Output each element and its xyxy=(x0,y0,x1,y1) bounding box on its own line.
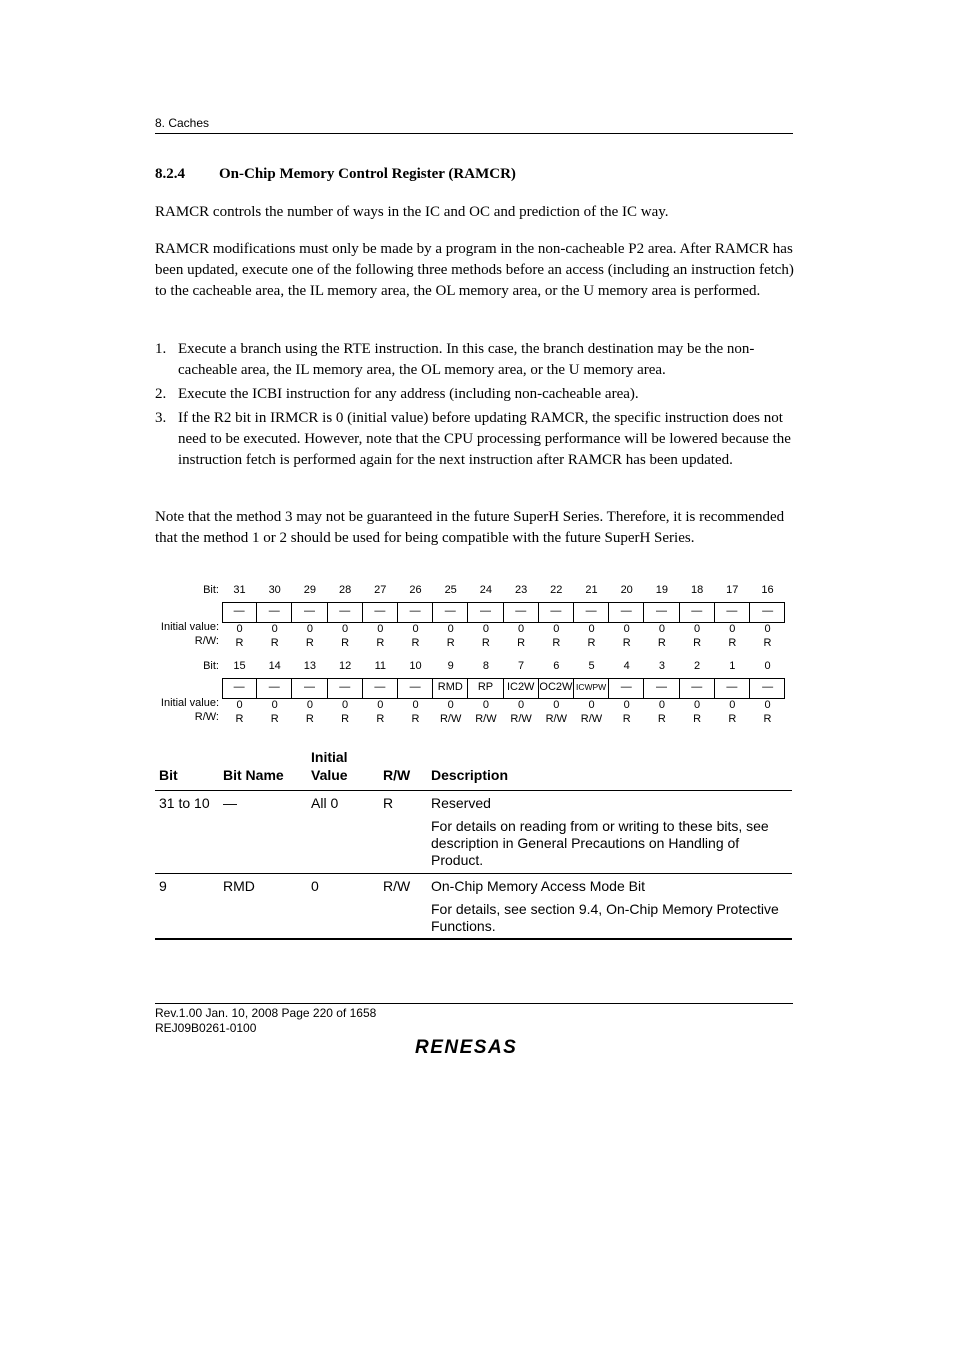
intro-paragraph: RAMCR controls the number of ways in the IC and OC and prediction of the IC way. xyxy=(155,204,669,220)
rw-value: R xyxy=(693,713,702,725)
bit-number: 16 xyxy=(761,584,774,596)
bit-number: 18 xyxy=(690,584,704,596)
bit-field: — xyxy=(715,678,750,699)
bit-field: OC2W xyxy=(539,678,574,699)
bit-number: 31 xyxy=(233,584,246,596)
bit-number: 9 xyxy=(447,660,454,672)
footer-docnum: REJ09B0261-0100 xyxy=(155,1021,257,1035)
section-number: 8.2.4 xyxy=(155,166,185,182)
bit-number: 10 xyxy=(409,660,422,672)
list-text: Execute the ICBI instruction for any address (including non-cacheable area). xyxy=(178,386,639,402)
bit-field: — xyxy=(539,602,574,623)
bit-number: 20 xyxy=(620,584,633,596)
bit-field: — xyxy=(292,678,327,699)
list-number: 3. xyxy=(155,410,167,426)
cell-description xyxy=(431,878,786,941)
bit-field: — xyxy=(504,602,539,623)
bit-field: — xyxy=(644,678,679,699)
bit-number: 19 xyxy=(655,584,669,596)
methods-list xyxy=(155,339,795,474)
rw-value: R xyxy=(481,637,490,649)
rw-value: R xyxy=(411,713,420,725)
col-rw-header: R/W xyxy=(383,767,411,783)
bit-field: — xyxy=(328,602,363,623)
cell-initial: All 0 xyxy=(311,795,339,811)
initial-value: 0 xyxy=(412,699,419,711)
bit-number: 29 xyxy=(303,584,317,596)
cell-name: — xyxy=(223,795,237,811)
bit-number: 2 xyxy=(694,660,701,672)
cell-rw: R xyxy=(383,795,394,811)
initial-value: 0 xyxy=(729,623,736,635)
initial-value: 0 xyxy=(482,699,489,711)
initial-value: 0 xyxy=(482,623,489,635)
table-row xyxy=(155,874,792,940)
list-item xyxy=(155,384,795,405)
initial-value: 0 xyxy=(694,699,701,711)
rw-value: R xyxy=(235,713,244,725)
bit-field: — xyxy=(468,602,503,623)
bit-number: 26 xyxy=(409,584,422,596)
running-header: 8. Caches xyxy=(155,116,210,130)
bit-field: — xyxy=(574,602,609,623)
bit-field: — xyxy=(292,602,327,623)
cell-description xyxy=(431,795,786,875)
rw-value: R xyxy=(305,637,314,649)
rw-value: R xyxy=(376,713,385,725)
bit-field: — xyxy=(762,681,774,693)
bit-number: 21 xyxy=(585,584,598,596)
initial-value: 0 xyxy=(412,623,419,635)
initial-value: 0 xyxy=(377,699,384,711)
rw-value: R xyxy=(693,637,702,649)
bit-number: 5 xyxy=(588,660,595,672)
bit-field: — xyxy=(644,602,679,623)
rw-label: R/W: xyxy=(194,635,219,647)
initial-value: 0 xyxy=(553,699,560,711)
initial-value: 0 xyxy=(518,623,525,635)
rw-value: R/W xyxy=(580,713,603,725)
cell-bit: 31 to 10 xyxy=(159,795,210,811)
rw-value: R xyxy=(622,713,631,725)
initial-value: 0 xyxy=(236,699,243,711)
initial-value-label: Initial value: xyxy=(160,621,219,633)
bit-number: 27 xyxy=(374,584,387,596)
col-desc-header: Description xyxy=(431,767,509,783)
bit-field: — xyxy=(257,678,292,699)
initial-value: 0 xyxy=(271,623,278,635)
rw-value: R xyxy=(728,713,737,725)
bit-number: 11 xyxy=(374,660,386,672)
rw-value: R xyxy=(411,637,420,649)
initial-value: 0 xyxy=(729,699,736,711)
rw-value: R/W xyxy=(545,713,567,725)
bit-field: — xyxy=(222,678,257,699)
bit-label: Bit: xyxy=(203,660,219,672)
bit-field: — xyxy=(328,678,363,699)
rw-value: R/W xyxy=(510,713,532,725)
bit-number: 0 xyxy=(764,660,771,672)
bit-field: — xyxy=(398,678,433,699)
footer-revision: Rev.1.00 Jan. 10, 2008 Page 220 of 1658 xyxy=(155,1006,377,1020)
bit-number: 1 xyxy=(729,660,736,672)
rw-value: R xyxy=(270,637,279,649)
rw-value: R xyxy=(235,637,244,649)
rw-value: R xyxy=(341,713,350,725)
desc-line: On-Chip Memory Access Mode Bit xyxy=(431,878,645,894)
list-item xyxy=(155,339,795,381)
initial-value: 0 xyxy=(623,623,630,635)
list-item xyxy=(155,408,795,471)
bit-number: 6 xyxy=(553,660,560,672)
bit-field: RMD xyxy=(433,678,468,699)
initial-value: 0 xyxy=(342,623,349,635)
initial-value: 0 xyxy=(377,623,384,635)
bit-number: 28 xyxy=(338,584,352,596)
bit-field: — xyxy=(222,602,257,623)
bit-number: 17 xyxy=(726,584,739,596)
bit-description-table xyxy=(155,748,792,940)
bit-field: — xyxy=(363,602,398,623)
rw-value: R/W xyxy=(475,713,497,725)
initial-value: 0 xyxy=(658,699,665,711)
cell-bit: 9 xyxy=(159,878,167,894)
initial-value: 0 xyxy=(764,623,771,635)
table-row xyxy=(155,791,792,874)
rw-value: R xyxy=(763,637,772,649)
rw-value: R xyxy=(305,713,314,725)
cell-initial: 0 xyxy=(311,878,319,894)
initial-value: 0 xyxy=(447,699,454,711)
list-text: If the R2 bit in IRMCR is 0 (initial value) before updating RAMCR, the specific instruction does not need to be executed. However, note that the CPU processing performance will be lowered because the instruction fetch is performed again for the next instruction after RAMCR has been updated. xyxy=(178,410,791,468)
rw-value: R xyxy=(622,637,631,649)
section-title: On-Chip Memory Control Register (RAMCR) xyxy=(219,166,516,182)
renesas-logo xyxy=(413,1035,533,1057)
rw-label: R/W: xyxy=(194,711,219,723)
rw-value: R xyxy=(270,713,279,725)
modification-paragraph: RAMCR modifications must only be made by a program in the non-cacheable P2 area. After RAMCR has been updated, execute one of the following three methods before an access (including an instruction fetch) to the cacheable area, the IL memory area, the OL memory area, or the U memory area is performed. xyxy=(155,241,794,299)
bit-number: 25 xyxy=(444,584,457,596)
bit-number: 22 xyxy=(550,584,563,596)
initial-value: 0 xyxy=(236,623,243,635)
rw-value: R xyxy=(376,637,385,649)
bit-field: IC2W xyxy=(504,678,539,699)
desc-line: Reserved xyxy=(431,795,491,811)
bit-number: 14 xyxy=(268,660,281,672)
bit-field: — xyxy=(609,602,644,623)
bit-number: 13 xyxy=(303,660,317,672)
bit-field: ICWPW xyxy=(574,678,609,699)
col-initial-header: Initial Value xyxy=(311,749,348,783)
bit-field: — xyxy=(609,678,644,699)
bit-number: 12 xyxy=(338,660,352,672)
header-rule xyxy=(155,133,793,134)
bit-number: 23 xyxy=(514,584,528,596)
list-number: 1. xyxy=(155,341,167,357)
initial-value: 0 xyxy=(306,699,313,711)
rw-value: R xyxy=(587,637,596,649)
initial-value: 0 xyxy=(623,699,630,711)
initial-value: 0 xyxy=(588,699,595,711)
bit-number: 7 xyxy=(518,660,525,672)
initial-value: 0 xyxy=(447,623,454,635)
bit-field: — xyxy=(398,602,433,623)
bit-field: — xyxy=(257,602,292,623)
initial-value: 0 xyxy=(764,699,771,711)
bit-number: 30 xyxy=(268,584,281,596)
desc-line: For details on reading from or writing to these bits, see description in General Precautions on Handling of Product. xyxy=(431,818,769,868)
rw-value: R xyxy=(763,713,772,725)
register-diagram-lower xyxy=(155,658,795,725)
initial-value: 0 xyxy=(553,623,560,635)
bit-field: RP xyxy=(468,678,503,699)
rw-value: R xyxy=(728,637,737,649)
cell-name: RMD xyxy=(223,878,255,894)
initial-value: 0 xyxy=(694,623,701,635)
list-number: 2. xyxy=(155,386,167,402)
rw-value: R xyxy=(446,637,455,649)
bit-field: — xyxy=(680,678,715,699)
rw-value: R xyxy=(657,713,666,725)
initial-value: 0 xyxy=(658,623,665,635)
footer-rule xyxy=(155,1003,793,1004)
col-name-header: Bit Name xyxy=(223,767,284,783)
bit-number: 24 xyxy=(479,584,493,596)
initial-value: 0 xyxy=(588,623,595,635)
bit-field: — xyxy=(680,602,715,623)
list-text: Execute a branch using the RTE instruction. In this case, the branch destination may be the non-cacheable area, the IL memory area, the OL memory area, or the U memory area. xyxy=(178,341,755,378)
rw-value: R xyxy=(657,637,666,649)
cell-rw: R/W xyxy=(383,878,411,894)
rw-value: R xyxy=(341,637,350,649)
initial-value: 0 xyxy=(271,699,278,711)
register-diagram-upper xyxy=(155,582,795,649)
rw-value: R xyxy=(552,637,561,649)
section-heading xyxy=(155,166,516,183)
bit-number: 3 xyxy=(658,660,665,672)
initial-value-label: Initial value: xyxy=(160,697,219,709)
bit-label: Bit: xyxy=(203,584,219,596)
bit-field: — xyxy=(715,602,750,623)
initial-value: 0 xyxy=(518,699,525,711)
bit-number: 15 xyxy=(233,660,246,672)
initial-value: 0 xyxy=(306,623,313,635)
bit-number: 4 xyxy=(623,660,630,672)
logo-text: RENESAS xyxy=(415,1037,518,1057)
col-bit-header: Bit xyxy=(159,767,178,783)
bit-field: — xyxy=(363,678,398,699)
note-paragraph: Note that the method 3 may not be guaranteed in the future SuperH Series. Therefore, it is recommended that the method 1 or 2 should be used for being compatible with the future SuperH Series. xyxy=(155,509,785,546)
table-header xyxy=(155,748,792,791)
page-footer xyxy=(155,1006,376,1036)
initial-value: 0 xyxy=(342,699,349,711)
desc-line: For details, see section 9.4, On-Chip Memory Protective Functions. xyxy=(431,901,779,934)
rw-value: R/W xyxy=(439,713,462,725)
rw-value: R xyxy=(517,637,526,649)
bit-field: — xyxy=(433,602,468,623)
bit-field: — xyxy=(762,605,774,617)
bit-number: 8 xyxy=(482,660,489,672)
